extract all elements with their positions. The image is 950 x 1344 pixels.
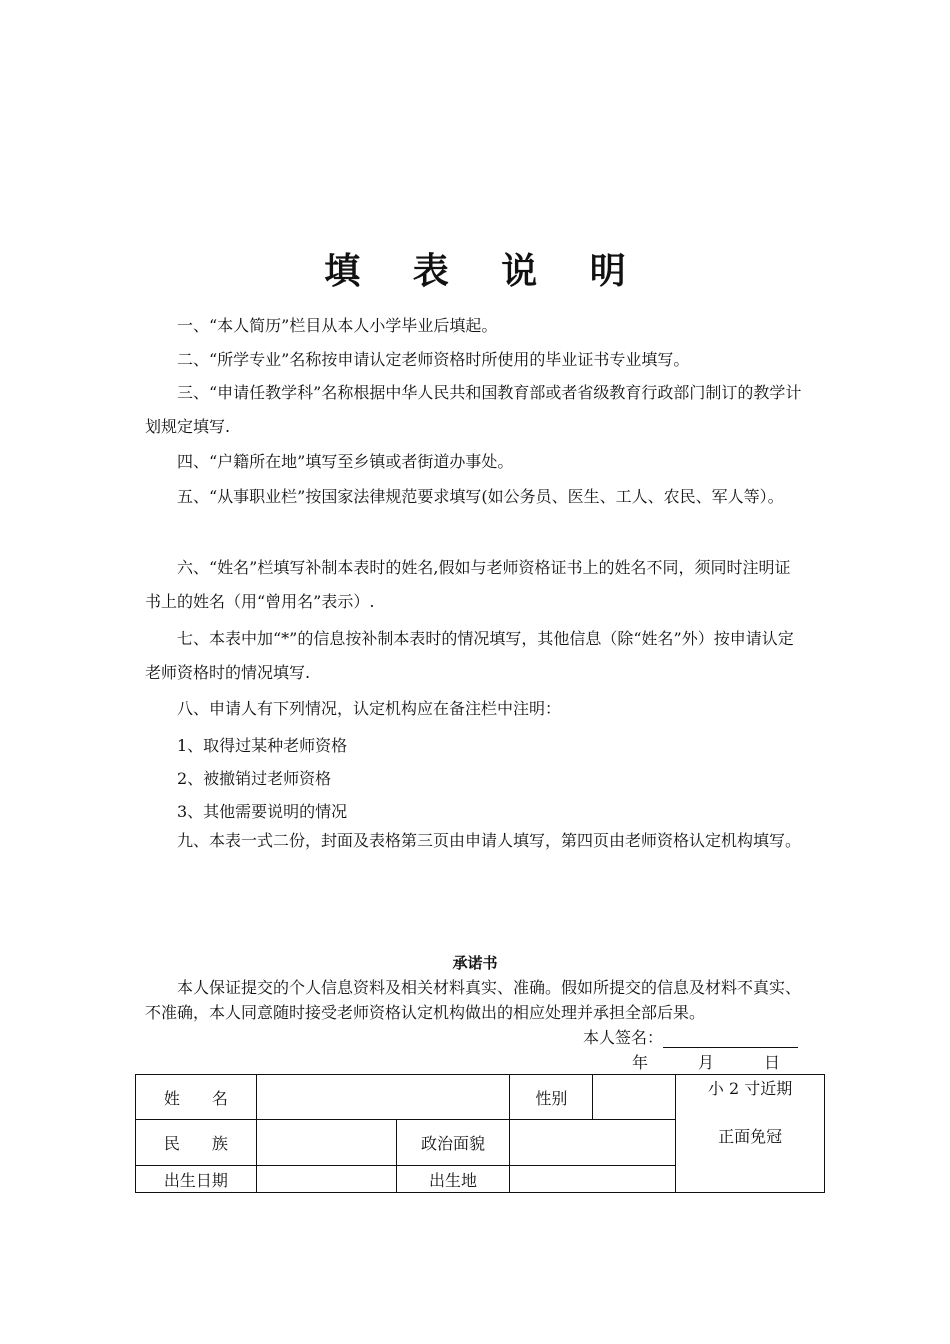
date-month: 月 [698, 1053, 715, 1072]
photo-line-1: 小 2 寸近期 [707, 1079, 793, 1098]
signature-row [583, 1025, 798, 1048]
name-label: 姓 名 [136, 1075, 257, 1120]
photo-line-2: 正面免冠 [718, 1127, 783, 1146]
gender-label: 性别 [510, 1075, 593, 1120]
instruction-1: 一、“本人简历”栏目从本人小学毕业后填起。 [177, 316, 498, 335]
name-field[interactable] [256, 1075, 510, 1120]
birthplace-label: 出生地 [396, 1166, 510, 1193]
sub-item-1: 1、取得过某种老师资格 [177, 736, 348, 755]
pledge-body: 本人保证提交的个人信息资料及相关材料真实、准确。假如所提交的信息及材料不真实、不准确，本人同意随时接受老师资格认定机构做出的相应处理并承担全部后果。 [145, 978, 802, 1022]
political-label: 政治面貌 [396, 1120, 510, 1166]
page-title: 填 表 说 明 [324, 250, 646, 292]
birthdate-label: 出生日期 [136, 1166, 257, 1193]
birthplace-field[interactable] [510, 1166, 676, 1193]
instruction-6: 六、“姓名”栏填写补制本表时的姓名,假如与老师资格证书上的姓名不同，须同时注明证书上的姓名（用“曾用名”表示）. [145, 558, 791, 611]
ethnicity-label: 民 族 [136, 1120, 257, 1166]
birthdate-field[interactable] [256, 1166, 396, 1193]
photo-box [676, 1075, 825, 1193]
instruction-9: 九、本表一式二份，封面及表格第三页由申请人填写，第四页由老师资格认定机构填写。 [177, 831, 802, 850]
instruction-4: 四、“户籍所在地”填写至乡镇或者街道办事处。 [177, 452, 514, 471]
instruction-8: 八、申请人有下列情况，认定机构应在备注栏中注明： [177, 699, 562, 718]
instruction-2: 二、“所学专业”名称按申请认定老师资格时所使用的毕业证书专业填写。 [177, 350, 690, 369]
instruction-3: 三、“申请任教学科”名称根据中华人民共和国教育部或者省级教育行政部门制订的教学计划规定填写. [145, 383, 802, 436]
applicant-form-table [135, 1074, 825, 1193]
political-field[interactable] [510, 1120, 676, 1166]
date-year: 年 [632, 1053, 649, 1072]
instruction-7: 七、本表中加“*”的信息按补制本表时的情况填写，其他信息（除“姓名”外）按申请认定老师资格时的情况填写. [145, 629, 794, 682]
pledge-title: 承诺书 [452, 954, 498, 972]
date-row [632, 1050, 780, 1073]
ethnicity-field[interactable] [256, 1120, 396, 1166]
sub-item-3: 3、其他需要说明的情况 [177, 802, 348, 821]
signature-label: 本人签名： [583, 1028, 664, 1047]
sub-item-2: 2、被撤销过老师资格 [177, 769, 332, 788]
signature-field[interactable] [663, 1031, 798, 1048]
instruction-5: 五、“从事职业栏”按国家法律规范要求填写(如公务员、医生、工人、农民、军人等）。 [177, 487, 784, 506]
gender-field[interactable] [593, 1075, 676, 1120]
date-day: 日 [764, 1053, 781, 1072]
